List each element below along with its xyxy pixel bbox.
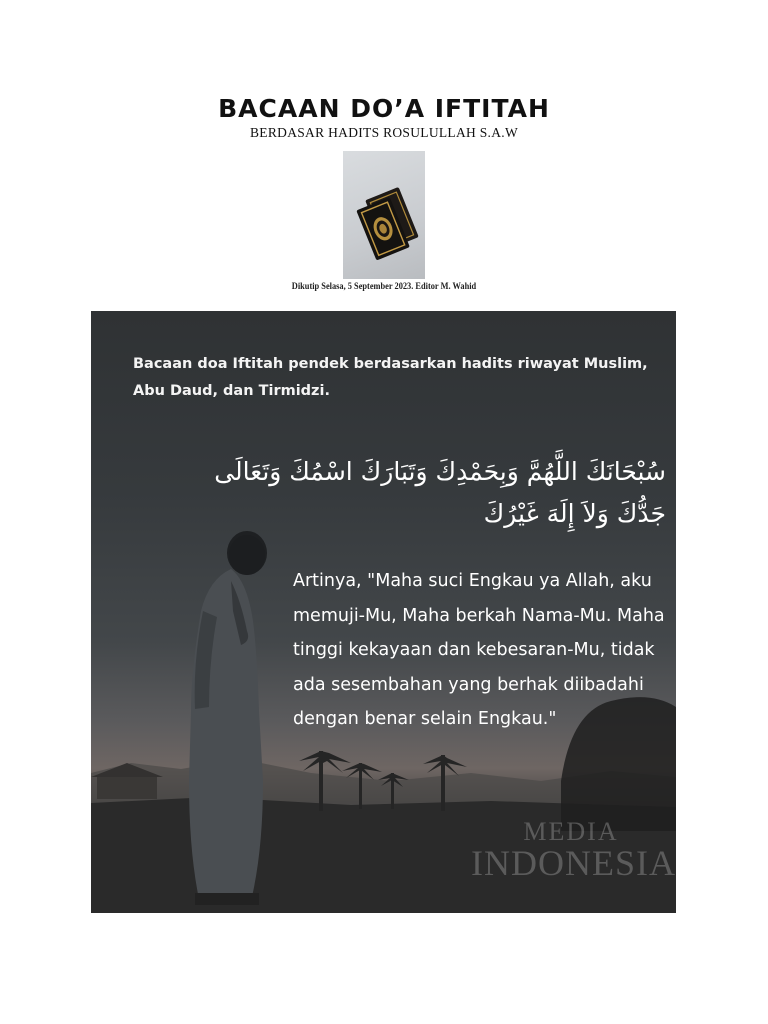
arabic-line-2: جَدُّكَ وَلاَ إِلَهَ غَيْرُكَ [483,499,666,528]
arabic-doa [131,451,666,535]
translation-text: Artinya, "Maha suci Engkau ya Allah, aku memuji-Mu, Maha berkah Nama-Mu. Maha tinggi kekayaan dan kebesaran-Mu, tidak ada sesembahan yang berhak diibadahi dengan benar selain Engkau." [293,571,665,729]
watermark-line-2: INDONESIA [471,843,676,883]
arabic-line-1: سُبْحَانَكَ اللَّهُمَّ وَبِحَمْدِكَ وَتَبَارَكَ اسْمُكَ وَتَعَالَى [214,457,666,486]
quran-book-photo [343,151,425,279]
doa-poster [91,311,676,913]
document-title: BACAAN DO’A IFTITAH [218,94,550,123]
media-indonesia-watermark [471,817,676,883]
poster-intro-text: Bacaan doa Iftitah pendek berdasarkan hadits riwayat Muslim, Abu Daud, dan Tirmidzi. [133,356,648,399]
watermark-line-1: MEDIA [523,817,619,846]
document-subtitle: BERDASAR HADITS ROSULULLAH S.A.W [250,125,518,140]
source-caption: Dikutip Selasa, 5 September 2023. Editor M. Wahid [291,282,477,292]
